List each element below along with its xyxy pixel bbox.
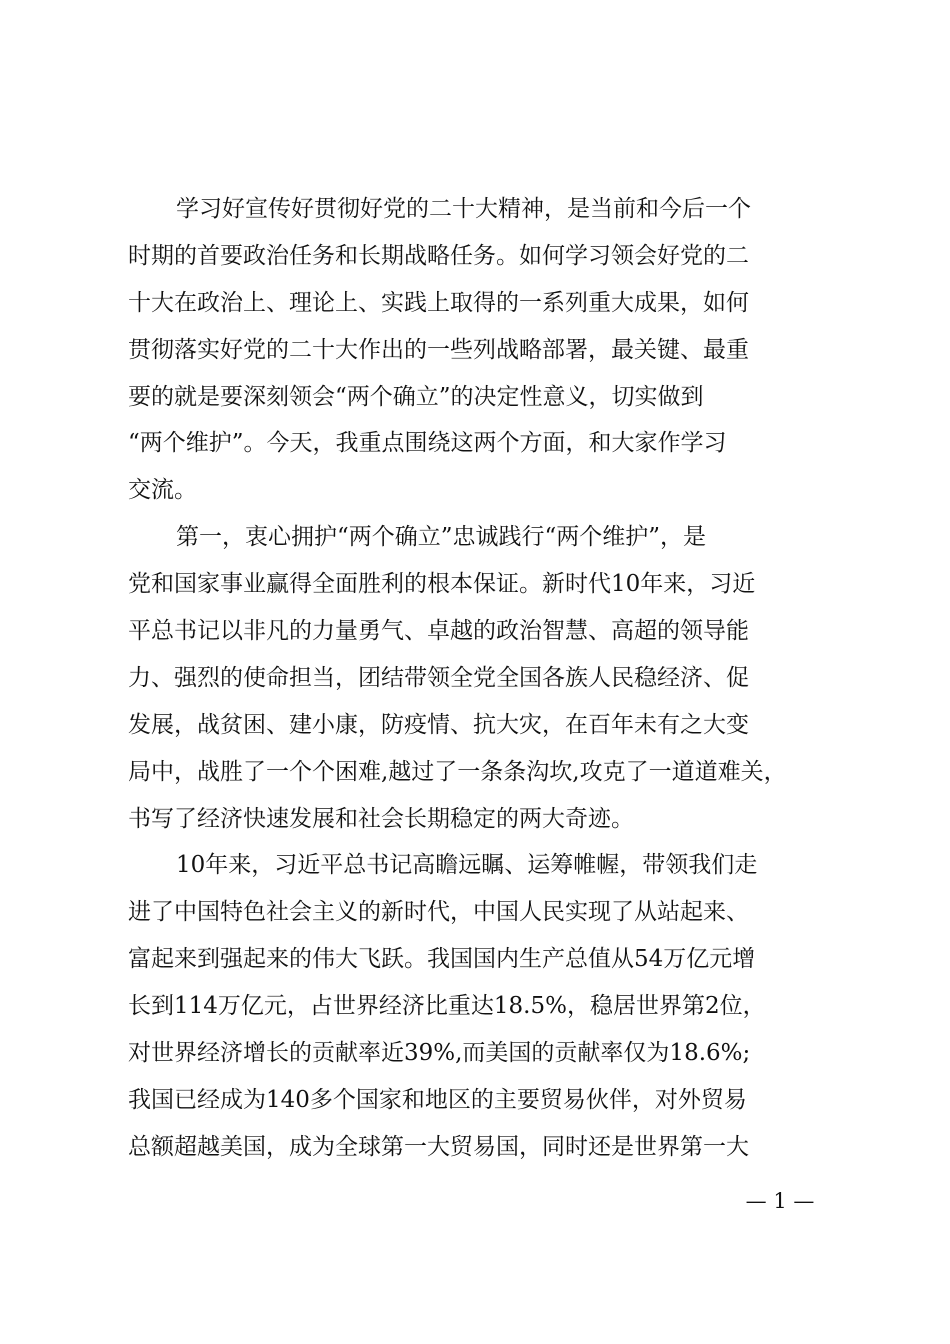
- page-number: — 1 —: [745, 1189, 815, 1213]
- paragraph-3-line-4: 长到114万亿元，占世界经济比重达18.5%，稳居世界第2位，: [128, 993, 766, 1020]
- paragraph-2-line-2: 党和国家事业赢得全面胜利的根本保证。新时代10年来，习近: [128, 571, 756, 598]
- paragraph-1-line-2: 时期的首要政治任务和长期战略任务。如何学习领会好党的二: [128, 242, 749, 269]
- paragraph-1-line-5: 要的就是要深刻领会“两个确立”的决定性意义，切实做到: [128, 383, 704, 410]
- paragraph-3-line-3: 富起来到强起来的伟大飞跃。我国国内生产总值从54万亿元增: [128, 946, 756, 973]
- paragraph-2-line-4: 力、强烈的使命担当，团结带领全党全国各族人民稳经济、促: [128, 664, 749, 691]
- paragraph-3-line-7: 总额超越美国，成为全球第一大贸易国，同时还是世界第一大: [128, 1133, 749, 1160]
- paragraph-3-line-5: 对世界经济增长的贡献率近39%,而美国的贡献率仅为18.6%;: [128, 1040, 751, 1067]
- paragraph-1-line-6: “两个维护”。今天，我重点围绕这两个方面，和大家作学习: [128, 430, 727, 457]
- paragraph-1-line-1: 学习好宣传好贯彻好党的二十大精神，是当前和今后一个: [176, 196, 751, 222]
- paragraph-1-line-7: 交流。: [128, 477, 197, 504]
- paragraph-2-line-1: 第一，衷心拥护“两个确立”忠诚践行“两个维护”，是: [176, 524, 707, 551]
- paragraph-2-line-5: 发展，战贫困、建小康，防疫情、抗大灾，在百年未有之大变: [128, 711, 749, 738]
- paragraph-1-line-4: 贯彻落实好党的二十大作出的一些列战略部署，最关键、最重: [128, 336, 749, 363]
- paragraph-2-line-6: 局中，战胜了一个个困难,越过了一条条沟坎,攻克了一道道难关，: [128, 758, 787, 785]
- paragraph-2-line-3: 平总书记以非凡的力量勇气、卓越的政治智慧、高超的领导能: [128, 618, 749, 645]
- paragraph-3-line-6: 我国已经成为140多个国家和地区的主要贸易伙伴，对外贸易: [128, 1086, 747, 1113]
- paragraph-3-line-1: 10年来，习近平总书记高瞻远瞩、运筹帷幄，带领我们走: [176, 852, 758, 879]
- paragraph-3-line-2: 进了中国特色社会主义的新时代，中国人民实现了从站起来、: [128, 899, 749, 926]
- body-text: [128, 186, 820, 1171]
- paragraph-2-line-7: 书写了经济快速发展和社会长期稳定的两大奇迹。: [128, 805, 634, 832]
- paragraph-1-line-3: 十大在政治上、理论上、实践上取得的一系列重大成果，如何: [128, 289, 749, 316]
